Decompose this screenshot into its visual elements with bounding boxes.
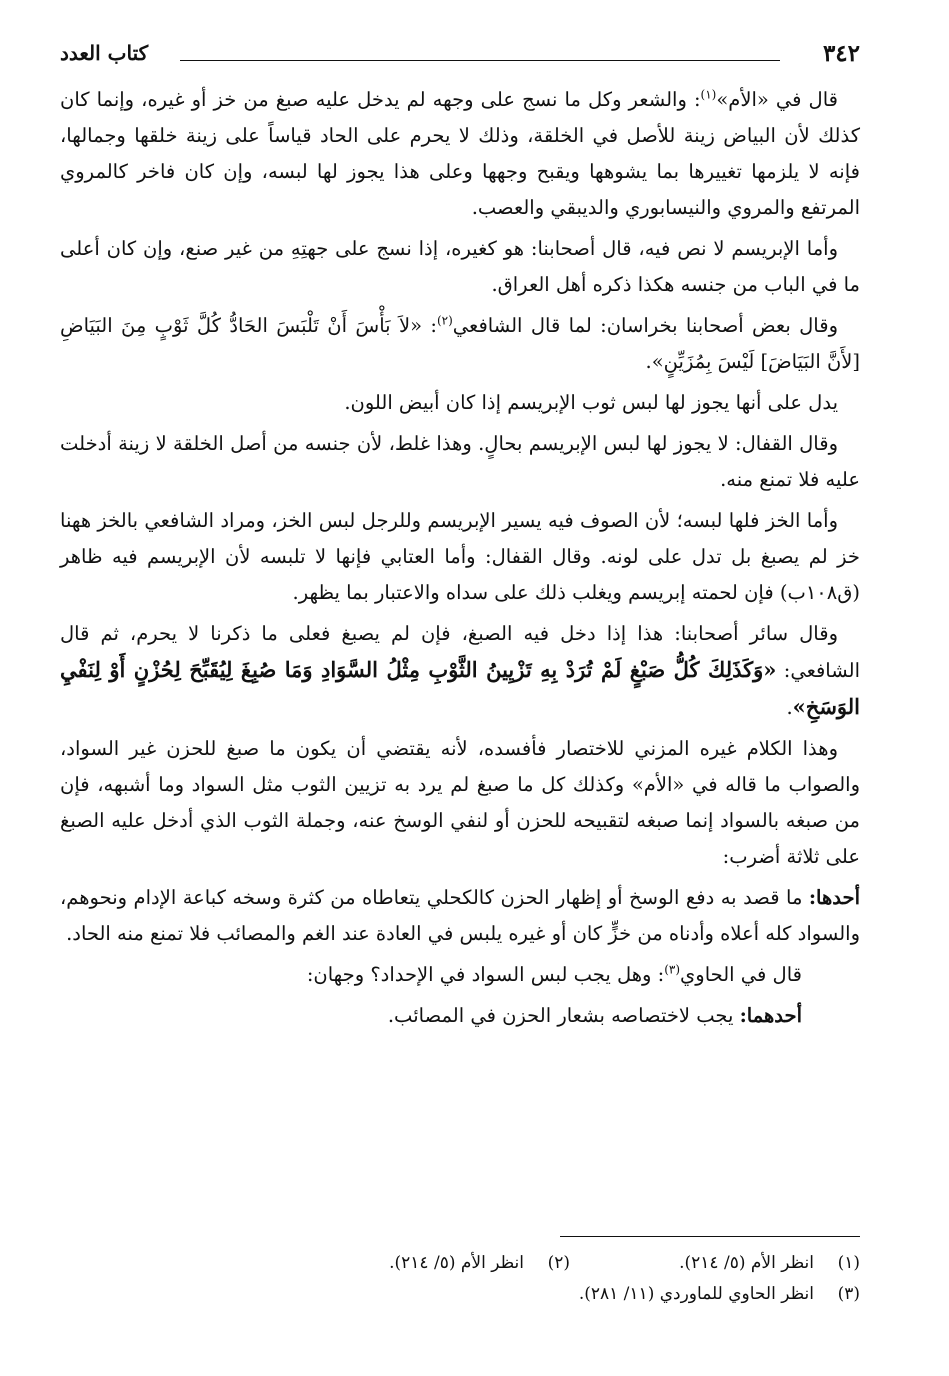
page-number: ٣٤٢	[822, 39, 860, 67]
page	[60, 36, 860, 1304]
header-rule	[180, 60, 780, 61]
paragraph-6: وأما الخز فلها لبسه؛ لأن الصوف فيه يسير الإبريسم وللرجل لبس الخز، ومراد الشافعي بالخز ههنا خز لم يصبغ بل تدل على لونه. وقال القفال: وأما العتابي فإنها لا تلبسه لأن الإبريسم فيه ظاهر (ق١٠٨ب) فإن لحمته إبريسم ويغلب ذلك على سداه والاعتبار بما يظهر.	[60, 509, 860, 604]
footnote-ref-2: (٢)	[436, 313, 453, 328]
page-header	[60, 36, 860, 70]
paragraph-8: وهذا الكلام غيره المزني للاختصار فأفسده، لأنه يقتضي أن يكون ما صبغ للحزن غير السواد، والصواب ما قاله في «الأم» وكذلك كل ما صبغ لم يرد به تزيين الثوب مثل السواد وما أشبهه، فإن من صبغه بالسواد إنما صبغه لتقبيحه للحزن أو لنفي الوسخ عنه، وجملة الثوب الذي أدخل عليه الصبغ على ثلاثة أضرب:	[60, 737, 860, 868]
paragraph-5: وقال القفال: لا يجوز لها لبس الإبريسم بحالٍ. وهذا غلط، لأن جنسه من أصل الخلقة لا زينة أدخلت عليه فلا تمنع منه.	[60, 432, 860, 491]
footnote-rule	[560, 1236, 860, 1237]
footnote-row	[60, 1248, 860, 1279]
paragraph-9: أحدها: ما قصد به دفع الوسخ أو إظهار الحزن كالكحلي يتعاطاه من كثرة وسخه كباعة الإدام ونحوهم، والسواد كله أعلاه وأدناه من خزٍّ كان أو غيره يلبس في العادة عند الغم والمصائب فلا تمنع منه الحاد.	[60, 886, 860, 945]
paragraph-2: وأما الإبريسم لا نص فيه، قال أصحابنا: هو كغيره، إذا نسج على جهتِهِ من غير صنع، وإن كان أعلى ما في الباب من جنسه هكذا ذكره أهل العراق.	[60, 237, 860, 296]
paragraph-7: وقال سائر أصحابنا: هذا إذا دخل فيه الصبغ، فإن لم يصبغ فعلى ما ذكرنا لا يحرم، ثم قال الشافعي: «وَكَذَلِكَ كُلُّ صَبْغٍ لَمْ تُرَدْ بِهِ تَزْيِينُ الثَّوْبِ مِثْلُ السَّوَادِ وَمَا صُبِغَ لِيُقَبِّحَ لِحُزْنٍ أَوْ لِنَفْيِ الوَسَخِ».	[60, 622, 860, 719]
footnote-ref-1: (١)	[700, 87, 717, 102]
footnote-ref-3: (٣)	[664, 962, 681, 977]
lead-term: أحدهما:	[739, 1004, 802, 1027]
lead-term: أحدها:	[808, 886, 860, 909]
footnote-2: (٢) انظر الأم (٥/ ٢١٤).	[389, 1253, 570, 1273]
book-title: كتاب العدد	[60, 41, 149, 65]
body-text	[60, 82, 860, 1034]
footnote-row	[60, 1279, 860, 1310]
paragraph-11: أحدهما: يجب لاختصاصه بشعار الحزن في المصائب.	[387, 1004, 802, 1027]
footnotes	[60, 1248, 860, 1310]
shafii-quote: «وَكَذَلِكَ كُلُّ صَبْغٍ لَمْ تُرَدْ بِهِ تَزْيِينُ الثَّوْبِ مِثْلُ السَّوَادِ وَمَا صُبِغَ لِيُقَبِّحَ لِحُزْنٍ أَوْ لِنَفْيِ الوَسَخِ»	[60, 657, 860, 719]
paragraph-1: قال في «الأم»$^{(١)}$: والشعر وكل ما نسج على وجهه لم يدخل عليه صبغ من خز أو غيره، وإنما كان كذلك لأن البياض زينة للأصل في الخلقة، وذلك لا يحرم على الحاد قياساً على زينة خلقها وجمالها، فإنه لا يلزمها تغييرها بما يشوهها ويقبح وجهها وعلى هذا يجوز لها لبسه، وإن كان فاخر كالمروي المرتفع والمروي والنيسابوري والديبقي والعصب.	[60, 87, 860, 219]
paragraph-10: قال في الحاوي$^{(٣)}$: وهل يجب لبس السواد في الإحداد؟ وجهان:	[306, 962, 802, 986]
paragraph-4: يدل على أنها يجوز لها لبس ثوب الإبريسم إذا كان أبيض اللون.	[344, 391, 838, 414]
footnote-1: (١) انظر الأم (٥/ ٢١٤).	[679, 1253, 860, 1273]
footnote-3: (٣) انظر الحاوي للماوردي (١١/ ٢٨١).	[578, 1284, 860, 1304]
paragraph-3: وقال بعض أصحابنا بخراسان: لما قال الشافعي$^{(٢)}$: «لاَ بَأْسَ أَنْ تَلْبَسَ الحَادُّ كُلَّ ثَوْبٍ مِنَ البَيَاضِ [لأَنَّ البَيَاضَ] لَيْسَ بِمُزَيِّنٍ».	[60, 313, 860, 373]
